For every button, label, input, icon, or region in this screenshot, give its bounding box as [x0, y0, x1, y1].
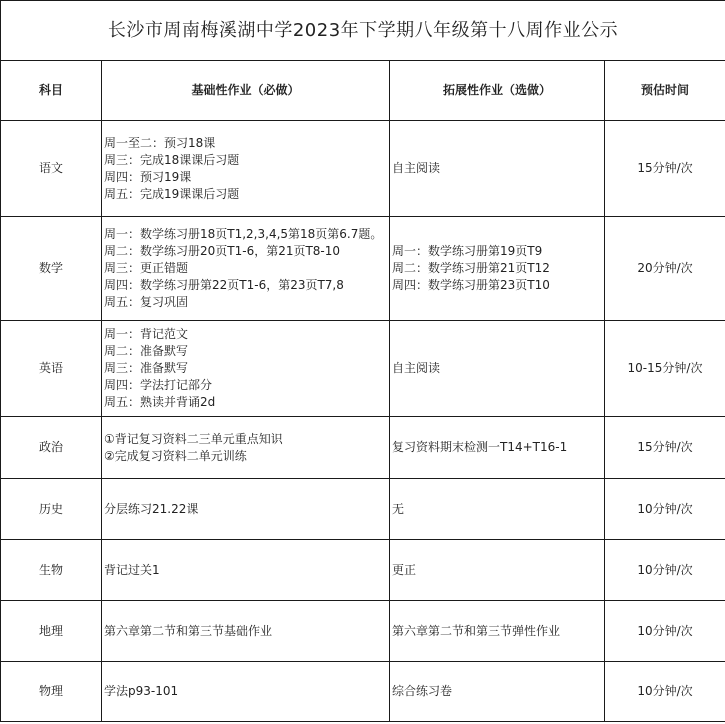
- table-row: [1, 540, 725, 601]
- extended-homework-cell: [390, 601, 605, 662]
- basic-homework-line: 周四：数学练习册第22页T1-6，第23页T7,8: [104, 278, 344, 292]
- basic-homework-line: 周五：熟读并背诵2d: [104, 395, 216, 409]
- subject-cell: 物理: [1, 662, 102, 722]
- extended-homework-line: 周一：数学练习册第19页T9: [392, 244, 543, 258]
- extended-homework-line: 自主阅读: [392, 161, 441, 175]
- basic-homework-line: 周四：预习19课: [104, 169, 192, 184]
- basic-homework-cell: [102, 662, 390, 722]
- basic-homework-cell: [102, 321, 390, 417]
- subject-cell: 历史: [1, 479, 102, 540]
- time-cell: 10分钟/次: [605, 540, 725, 601]
- basic-homework-line: 周二：数学练习册20页T1-6，第21页T8-10: [104, 244, 341, 258]
- time-cell: 15分钟/次: [605, 121, 725, 217]
- subject-cell: 生物: [1, 540, 102, 601]
- basic-homework-cell: [102, 601, 390, 662]
- basic-homework-cell: [102, 417, 390, 479]
- extended-homework-line: 自主阅读: [392, 361, 441, 375]
- extended-homework-cell: [390, 217, 605, 321]
- extended-homework-cell: [390, 417, 605, 479]
- extended-homework-line: 综合练习卷: [392, 684, 453, 698]
- basic-homework-line: 学法p93-101: [104, 684, 179, 698]
- time-cell: 10分钟/次: [605, 601, 725, 662]
- basic-homework-line: ②完成复习资料二单元训练: [104, 448, 247, 463]
- basic-homework-line: 周五：复习巩固: [104, 295, 189, 309]
- basic-homework-line: 周二：准备默写: [104, 344, 189, 358]
- extended-homework-line: 无: [392, 501, 405, 516]
- subject-cell: 英语: [1, 321, 102, 417]
- subject-cell: 地理: [1, 601, 102, 662]
- basic-homework-line: 周五：完成19课课后习题: [104, 186, 240, 201]
- extended-homework-cell: [390, 121, 605, 217]
- column-header-time: 预估时间: [605, 61, 725, 121]
- extended-homework-line: 第六章第二节和第三节弹性作业: [392, 623, 561, 638]
- extended-homework-line: 周四：数学练习册第23页T10: [392, 278, 550, 292]
- basic-homework-line: 周三：准备默写: [104, 361, 189, 375]
- basic-homework-cell: [102, 540, 390, 601]
- basic-homework-line: 周三：完成18课课后习题: [104, 152, 240, 167]
- subject-cell: 数学: [1, 217, 102, 321]
- extended-homework-line: 周二：数学练习册第21页T12: [392, 261, 550, 275]
- table-row: [1, 479, 725, 540]
- extended-homework-cell: [390, 479, 605, 540]
- extended-homework-cell: [390, 662, 605, 722]
- table-row: [1, 417, 725, 479]
- column-header-basic: 基础性作业（必做）: [102, 61, 390, 121]
- basic-homework-line: ①背记复习资料二三单元重点知识: [104, 431, 283, 446]
- basic-homework-cell: [102, 479, 390, 540]
- extended-homework-cell: [390, 321, 605, 417]
- basic-homework-line: 分层练习21.22课: [104, 501, 199, 516]
- header-row: [1, 61, 725, 121]
- basic-homework-line: 周四：学法打记部分: [104, 378, 213, 392]
- extended-homework-line: 复习资料期末检测一T14+T16-1: [392, 440, 568, 454]
- column-header-subject: 科目: [1, 61, 102, 121]
- basic-homework-line: 周一：背记范文: [104, 327, 189, 341]
- basic-homework-cell: [102, 121, 390, 217]
- time-cell: 15分钟/次: [605, 417, 725, 479]
- time-cell: 10-15分钟/次: [605, 321, 725, 417]
- table-row: [1, 121, 725, 217]
- extended-homework-cell: [390, 540, 605, 601]
- table-row: [1, 321, 725, 417]
- time-cell: 10分钟/次: [605, 662, 725, 722]
- basic-homework-line: 周一：数学练习册18页T1,2,3,4,5第18页第6.7题。: [104, 227, 383, 241]
- table-row: [1, 601, 725, 662]
- basic-homework-cell: [102, 217, 390, 321]
- basic-homework-line: 背记过关1: [104, 562, 160, 577]
- page-title: 长沙市周南梅溪湖中学2023年下学期八年级第十八周作业公示: [1, 1, 725, 61]
- basic-homework-line: 周一至二：预习18课: [104, 135, 216, 150]
- subject-cell: 语文: [1, 121, 102, 217]
- column-header-extended: 拓展性作业（选做）: [390, 61, 605, 121]
- title-row: [1, 1, 725, 61]
- table-row: [1, 217, 725, 321]
- subject-cell: 政治: [1, 417, 102, 479]
- basic-homework-line: 周三：更正错题: [104, 261, 189, 275]
- table-row: [1, 662, 725, 722]
- time-cell: 20分钟/次: [605, 217, 725, 321]
- time-cell: 10分钟/次: [605, 479, 725, 540]
- basic-homework-line: 第六章第二节和第三节基础作业: [104, 623, 273, 638]
- extended-homework-line: 更正: [392, 562, 417, 577]
